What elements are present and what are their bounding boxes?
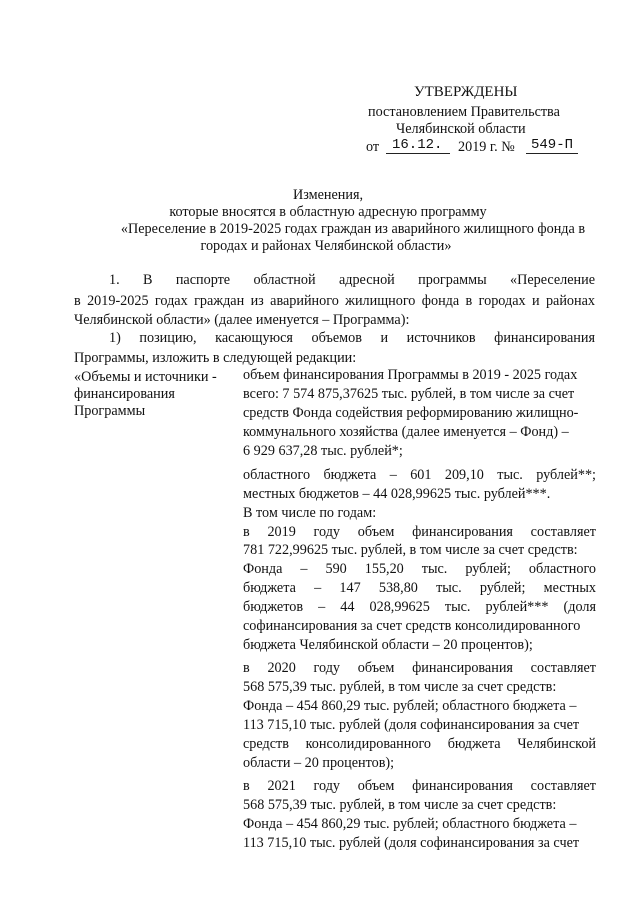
title-line-4: городах и районах Челябинской области» bbox=[200, 238, 452, 254]
table-right-line: коммунального хозяйства (далее именуется – Фонд) – bbox=[243, 424, 569, 440]
table-right-line: 568 575,39 тыс. рублей, в том числе за счет средств: bbox=[243, 679, 557, 695]
table-left-line-3: Программы bbox=[74, 403, 146, 419]
table-right-line: местных бюджетов – 44 028,99625 тыс. рублей***. bbox=[243, 486, 551, 502]
table-right-line: всего: 7 574 875,37625 тыс. рублей, в том числе за счет bbox=[243, 386, 575, 402]
title-line-3: «Переселение в 2019-2025 годах граждан из аварийного жилищного фонда в bbox=[120, 221, 586, 237]
approval-heading: УТВЕРЖДЕНЫ bbox=[414, 84, 518, 100]
table-right-line: объем финансирования Программы в 2019 - 2025 годах bbox=[243, 367, 578, 383]
table-left-line-2: финансирования bbox=[74, 386, 175, 402]
number-underline bbox=[526, 153, 578, 154]
approval-line-2: Челябинской области bbox=[396, 121, 526, 137]
title-line-1: Изменения, bbox=[292, 187, 364, 203]
paragraph-1-line-3: Челябинской области» (далее именуется – Программа): bbox=[74, 312, 410, 328]
table-right-line: области – 20 процентов); bbox=[243, 755, 395, 771]
approval-number-value: 549-П bbox=[531, 137, 574, 153]
table-left-line-1: «Объемы и источники - bbox=[74, 369, 217, 385]
title-line-2: которые вносятся в областную адресную программу bbox=[169, 204, 487, 220]
paragraph-2-line-2: Программы, изложить в следующей редакции: bbox=[74, 350, 357, 366]
paragraph-1-line-2: в 2019-2025 годах граждан из аварийного жилищного фонда в городах и районах bbox=[74, 293, 595, 309]
table-right-line: 6 929 637,28 тыс. рублей*; bbox=[243, 443, 403, 459]
approval-date-value: 16.12. bbox=[392, 137, 443, 153]
table-right-line: бюджета – 147 538,80 тыс. рублей; местных bbox=[243, 580, 596, 596]
table-right-line: бюджета Челябинской области – 20 процентов); bbox=[243, 637, 533, 653]
table-right-line: софинансирования за счет средств консолидированного bbox=[243, 618, 581, 634]
approval-line-1: постановлением Правительства bbox=[368, 104, 560, 120]
paragraph-1-line-1: 1. В паспорте областной адресной программы «Переселение bbox=[109, 272, 595, 288]
table-right-line: в 2020 году объем финансирования составляет bbox=[243, 660, 596, 676]
table-right-line: 113 715,10 тыс. рублей (доля софинансирования за счет bbox=[243, 717, 580, 733]
table-right-line: в 2019 году объем финансирования составляет bbox=[243, 524, 596, 540]
table-right-line: Фонда – 590 155,20 тыс. рублей; областного bbox=[243, 561, 596, 577]
table-right-line: Фонда – 454 860,29 тыс. рублей; областного бюджета – bbox=[243, 698, 577, 714]
table-right-line: средств консолидированного бюджета Челябинской bbox=[243, 736, 596, 752]
table-right-line: в 2021 году объем финансирования составляет bbox=[243, 778, 596, 794]
paragraph-2-line-1: 1) позицию, касающуюся объемов и источников финансирования bbox=[109, 330, 595, 346]
approval-year-text: 2019 г. № bbox=[458, 139, 515, 155]
approval-date-prefix: от bbox=[366, 139, 380, 155]
table-right-line: 781 722,99625 тыс. рублей, в том числе за счет средств: bbox=[243, 542, 578, 558]
table-right-line: областного бюджета – 601 209,10 тыс. рублей**; bbox=[243, 467, 596, 483]
table-right-line: бюджетов – 44 028,99625 тыс. рублей*** (доля bbox=[243, 599, 596, 615]
table-right-line: В том числе по годам: bbox=[243, 505, 377, 521]
table-right-line: Фонда – 454 860,29 тыс. рублей; областного бюджета – bbox=[243, 816, 577, 832]
table-right-line: 113 715,10 тыс. рублей (доля софинансирования за счет bbox=[243, 835, 580, 851]
table-right-line: средств Фонда содействия реформированию жилищно- bbox=[243, 405, 579, 421]
date-underline bbox=[386, 153, 450, 154]
table-right-line: 568 575,39 тыс. рублей, в том числе за счет средств: bbox=[243, 797, 557, 813]
